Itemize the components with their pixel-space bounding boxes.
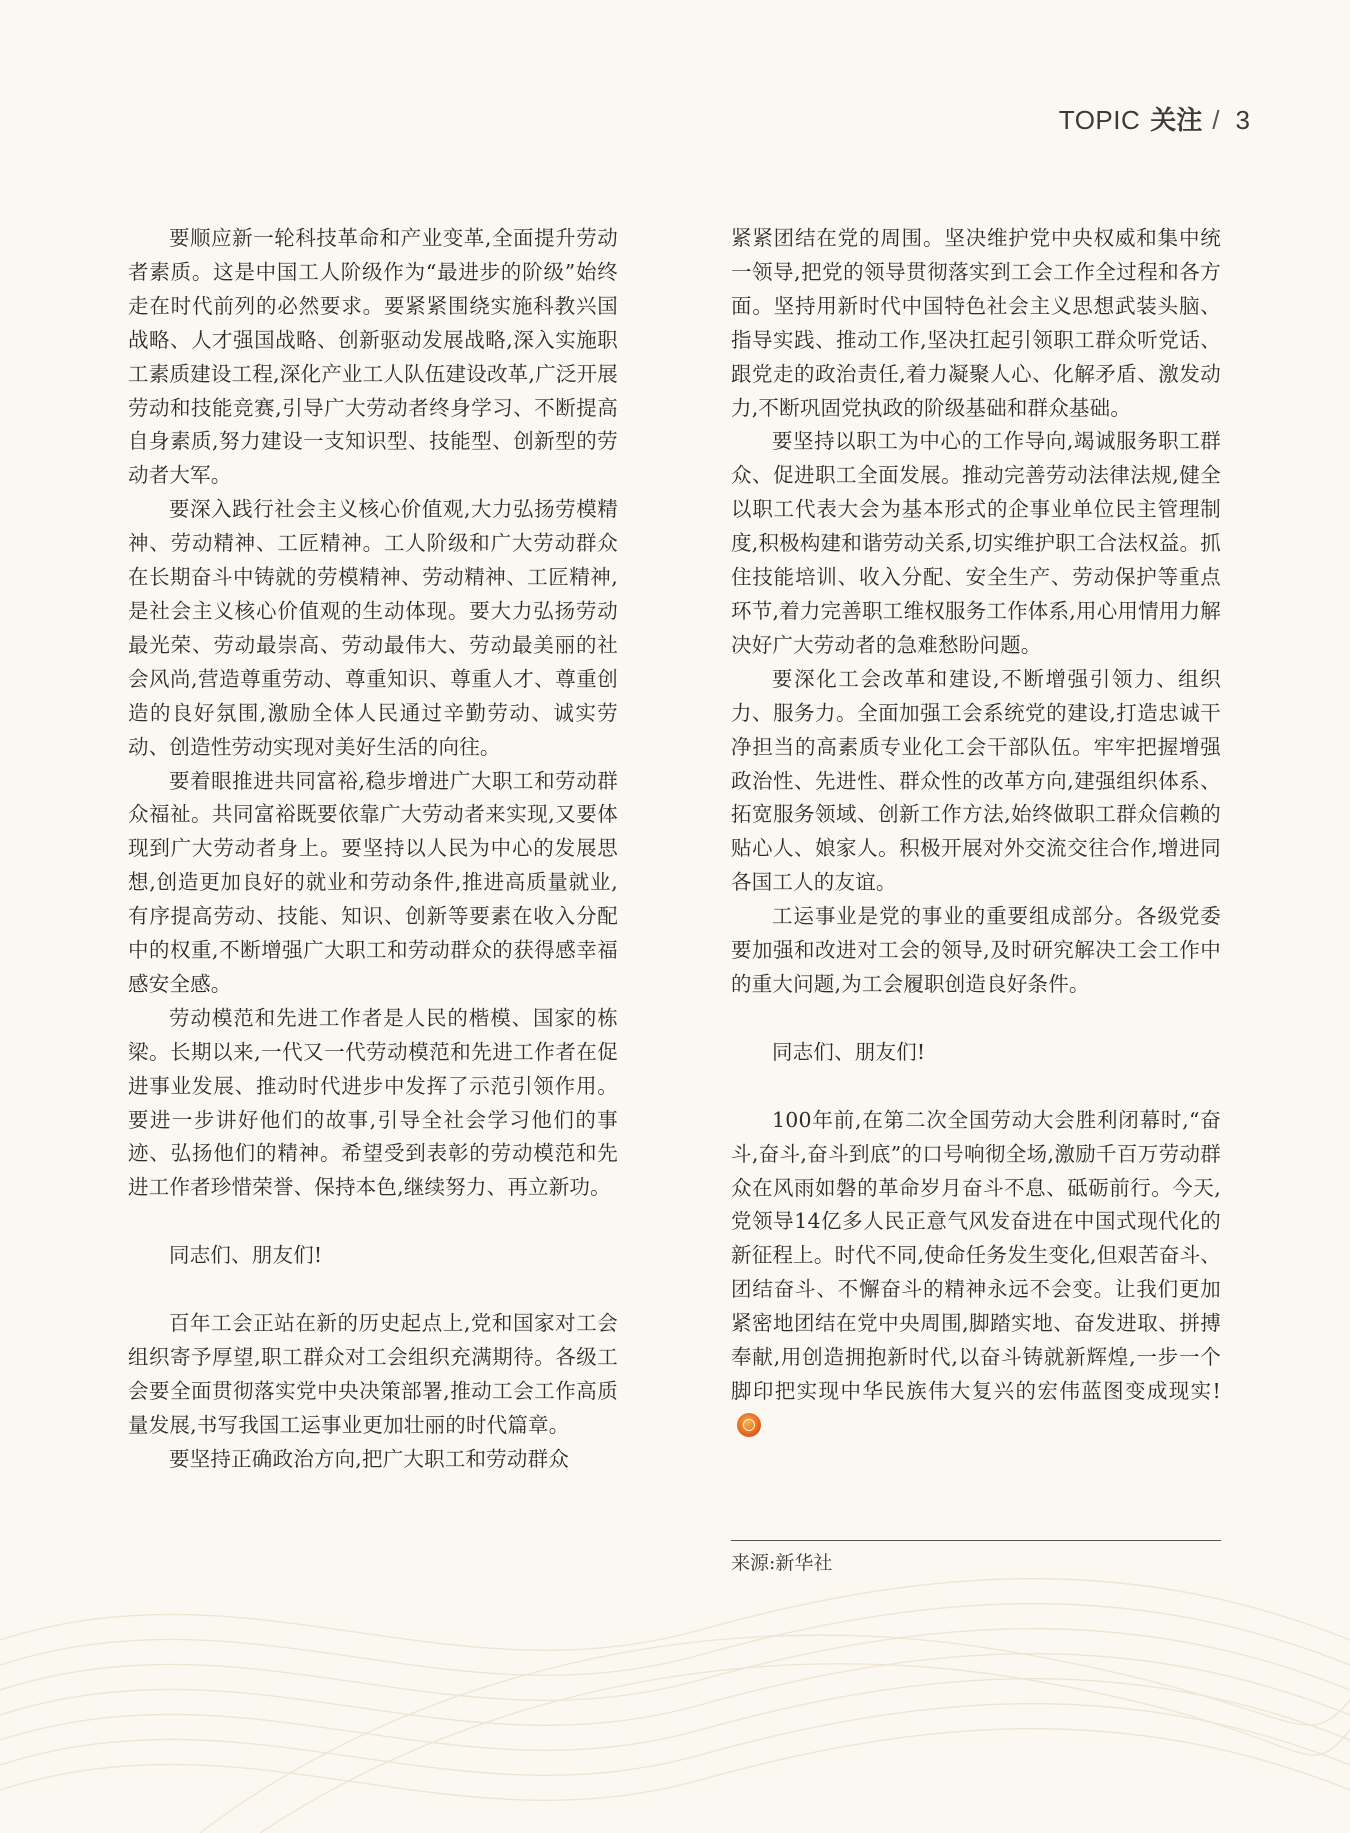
page-number: 3 [1235, 105, 1250, 135]
section-title: 关注 [1150, 106, 1203, 136]
source-divider [731, 1540, 1221, 1541]
left-text-column [128, 222, 618, 1477]
source-credit: 来源:新华社 [731, 1552, 833, 1574]
topic-label: TOPIC [1058, 105, 1141, 135]
paragraph: 要坚持以职工为中心的工作导向,竭诚服务职工群众、促进职工全面发展。推动完善劳动法律法规,健全以职工代表大会为基本形式的企事业单位民主管理制度,积极构建和谐劳动关系,切实维护职工合法权益。抓住技能培训、收入分配、安全生产、劳动保护等重点环节,着力完善职工维权服务工作体系,用心用情用力解决好广大劳动者的急难愁盼问题。 [731, 429, 1221, 657]
paragraph: 要深化工会改革和建设,不断增强引领力、组织力、服务力。全面加强工会系统党的建设,打造忠诚干净担当的高素质专业化工会干部队伍。牢牢把握增强政治性、先进性、群众性的改革方向,建强组织体系、拓宽服务领域、创新工作方法,始终做职工群众信赖的贴心人、娘家人。积极开展对外交流交往合作,增进同各国工人的友谊。 [731, 666, 1221, 895]
union-emblem-icon [737, 1413, 761, 1437]
greeting: 同志们、朋友们! [772, 1039, 926, 1064]
closing-text: 100年前,在第二次全国劳动大会胜利闭幕时,“奋斗,奋斗,奋斗到底”的口号响彻全场,激励千百万劳动群众在风雨如磐的革命岁月奋斗不息、砥砺前行。今天,党领导14亿多人民正意气风发奋进在中国式现代化的新征程上。时代不同,使命任务发生变化,但艰苦奋斗、团结奋斗、不懈奋斗的精神永远不会变。让我们更加紧密地团结在党中央周围,脚踏实地、奋发进取、拼搏奉献,用创造拥抱新时代,以奋斗铸就新辉煌,一步一个脚印把实现中华民族伟大复兴的宏伟蓝图变成现实! [731, 1107, 1221, 1403]
right-text-column [731, 222, 1221, 1443]
page-header [1059, 100, 1250, 137]
paragraph: 要深入践行社会主义核心价值观,大力弘扬劳模精神、劳动精神、工匠精神。工人阶级和广大劳动群众在长期奋斗中铸就的劳模精神、劳动精神、工匠精神,是社会主义核心价值观的生动体现。要大力弘扬劳动最光荣、劳动最崇高、劳动最伟大、劳动最美丽的社会风尚,营造尊重劳动、尊重知识、尊重人才、尊重创造的良好氛围,激励全体人民通过辛勤劳动、诚实劳动、创造性劳动实现对美好生活的向往。 [128, 497, 618, 759]
paragraph: 百年工会正站在新的历史起点上,党和国家对工会组织寄予厚望,职工群众对工会组织充满期待。各级工会要全面贯彻落实党中央决策部署,推动工会工作高质量发展,书写我国工运事业更加壮丽的时代篇章。 [128, 1311, 618, 1437]
paragraph: 工运事业是党的事业的重要组成部分。各级党委要加强和改进对工会的领导,及时研究解决工会工作中的重大问题,为工会履职创造良好条件。 [731, 904, 1221, 996]
paragraph: 要坚持正确政治方向,把广大职工和劳动群众 [169, 1446, 570, 1471]
paragraph: 劳动模范和先进工作者是人民的楷模、国家的栋梁。长期以来,一代又一代劳动模范和先进工作者在促进事业发展、推动时代进步中发挥了示范引领作用。要进一步讲好他们的故事,引导全社会学习他们的事迹、弘扬他们的精神。希望受到表彰的劳动模范和先进工作者珍惜荣誉、保持本色,继续努力、再立新功。 [128, 1005, 618, 1200]
closing-paragraph [731, 1104, 1221, 1443]
paragraph: 要着眼推进共同富裕,稳步增进广大职工和劳动群众福祉。共同富裕既要依靠广大劳动者来实现,又要体现到广大劳动者身上。要坚持以人民为中心的发展思想,创造更加良好的就业和劳动条件,推进高质量就业,有序提高劳动、技能、知识、创新等要素在收入分配中的权重,不断增强广大职工和劳动群众的获得感幸福感安全感。 [128, 768, 618, 996]
greeting: 同志们、朋友们! [169, 1243, 323, 1268]
paragraph: 要顺应新一轮科技革命和产业变革,全面提升劳动者素质。这是中国工人阶级作为“最进步的阶级”始终走在时代前列的必然要求。要紧紧围绕实施科教兴国战略、人才强国战略、创新驱动发展战略,深入实施职工素质建设工程,深化产业工人队伍建设改革,广泛开展劳动和技能竞赛,引导广大劳动者终身学习、不断提高自身素质,努力建设一支知识型、技能型、创新型的劳动者大军。 [128, 226, 618, 488]
header-separator: / [1212, 105, 1220, 135]
paragraph-continuation: 紧紧团结在党的周围。坚决维护党中央权威和集中统一领导,把党的领导贯彻落实到工会工作全过程和各方面。坚持用新时代中国特色社会主义思想武装头脑、指导实践、推动工作,坚决扛起引领职工群众听党话、跟党走的政治责任,着力凝聚人心、化解矛盾、激发动力,不断巩固党执政的阶级基础和群众基础。 [731, 226, 1221, 420]
